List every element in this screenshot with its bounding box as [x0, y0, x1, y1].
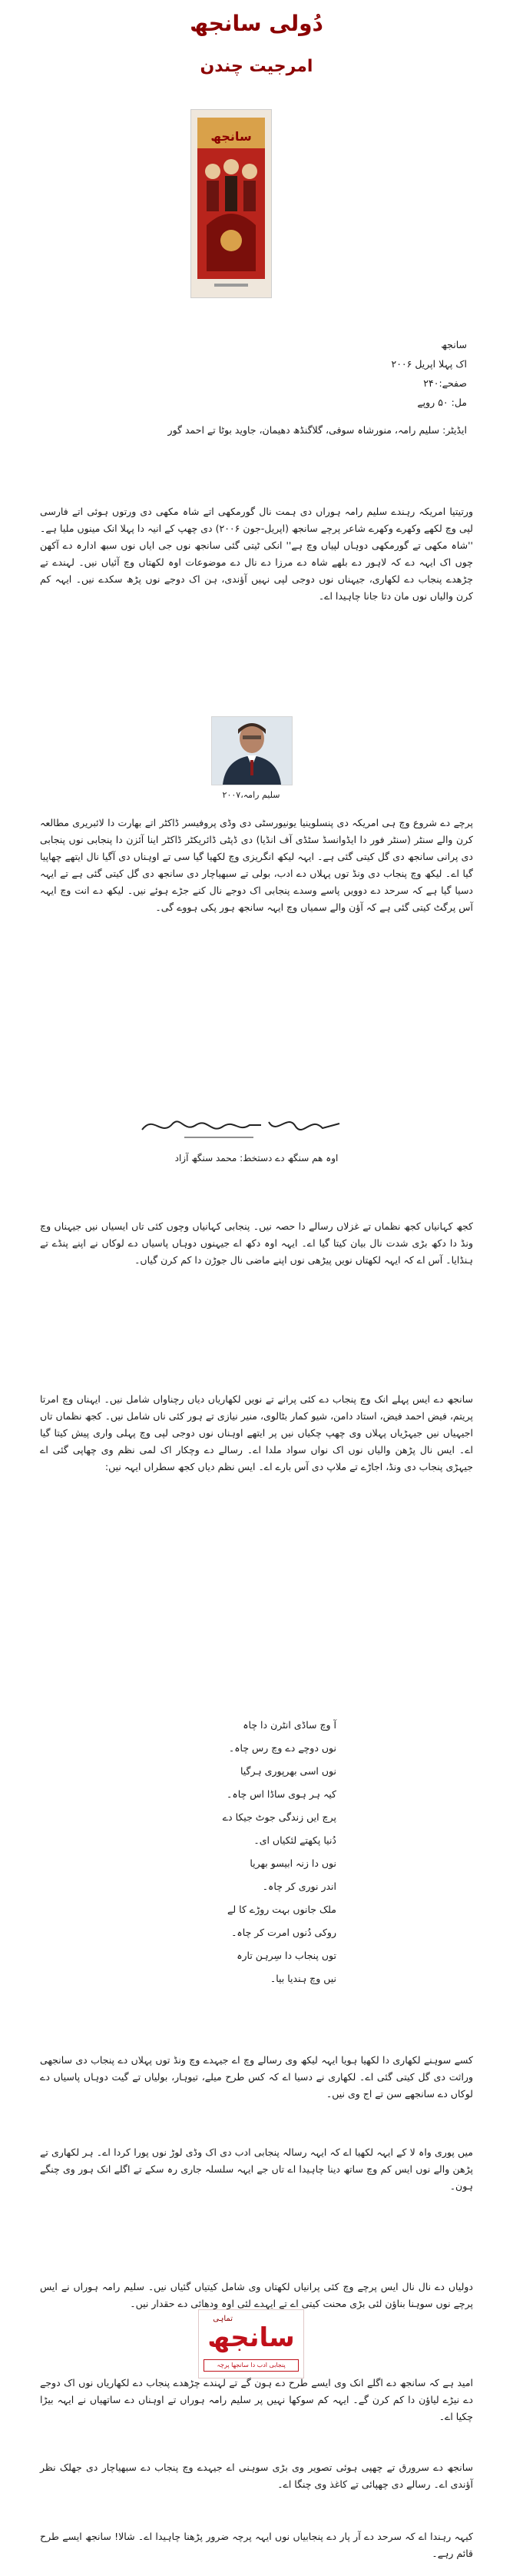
paragraph-9: سانجھ دے سرورق تے چھپی ہوئی تصویر وی بڑی سوہنی اے جیہدے وچ پنجاب دے سبھیاچار دی جھلک نظر آؤندی اے۔ رسالے دی چھپائی تے کاغذ وی چنگا اے۔: [40, 2461, 473, 2490]
editors: ایڈیٹر: سلیم رامہ، منورشاہ سوفی، گلاگنڈھ دھیمان، جاوید بوٹا تے احمد گور: [167, 424, 467, 436]
signature-caption: اوہ ھم سنگھ دے دستخط: محمد سنگھ آزاد: [174, 1153, 339, 1164]
paragraph-8: امید ہے کہ سانجھ دے اگلے انک وی ایسے طرح دے ہون گے تے لہندے چڑھدے پنجاب دے لکھاریاں نوں اک دوجے دے نیڑے لیاؤن دا کم کرن گے۔ ایہہ کم سوکھا نہیں پر سلیم رامہ ہوراں تے اوہناں دے ساتھیاں نے ایہہ بیڑا چکیا اے۔: [40, 2377, 473, 2422]
poem-line: پرچ ایں زندگی جوٹ جیکا دے: [222, 1811, 336, 1823]
paragraph-5: کسے سوہنے لکھاری دا لکھیا ہویا ایہہ لیکھ وی رسالے وچ اے جیہدے وچ ونڈ توں پہلاں دے پنجاب دی سانجھی وراثت دی گل کیتی گئی اے۔ لکھاری نے دسیا اے کہ کس طرح میلے، تیوہار، بولیاں تے گیت دوہاں پاسیاں دے لوکاں دے سانجھے سن تے اج وی نیں۔: [40, 2054, 473, 2100]
paragraph-4: سانجھ دے ایس پہلے انک وچ پنجاب دے کئی پرانے تے نویں لکھاریاں دیاں رچناواں شامل نیں۔ ایہناں وچ امرتا پریتم، فیض احمد فیض، استاد دامن، شیو کمار بٹالوی، منیر نیازی تے ہور کئی ناں شامل نیں۔ کجھ نظماں تاں اجیہیاں نیں جیہڑیاں پہلاں وی چھپ چکیاں نیں پر ایتھے اوہناں نوں دوجی لپی وچ پہلی واری پیش کیتا گیا اے۔ ایس نال پڑھن والیاں نوں اک نواں سواد ملدا اے۔ رسالے دے وچکار اک لمی نظم وی چھاپی گئی اے جیہڑی پنجاب دی ونڈ، اجاڑے تے ملاپ دی آس بارے اے۔ ایس نظم دیاں کجھ سطراں ایہہ نیں:: [40, 1393, 473, 1472]
article-title: دُولی سانجھ: [190, 11, 323, 36]
poem-line: نوں دوچے دے وچ رس چاہ۔: [228, 1742, 336, 1754]
poem-line: کیہ ہر ہوی ساڈا اس چاہ۔: [227, 1788, 336, 1800]
page-count: صفحے:۲۴۰: [423, 377, 467, 389]
paragraph-3: کجھ کہانیاں کجھ نظماں تے غزلاں رسالے دا حصہ نیں۔ پنجابی کہانیاں وچوں کئی تاں ایسیاں نیں جیہناں وچ ونڈ دا دکھ بڑی شدت نال بیان کیتا گیا اے۔ ایہہ اوہ دکھ اے جیہنوں دوہاں پاسیاں دے لوکاں نے اپنے پنڈے تے ہنڈایا۔ آس اے کہ ایہہ لکھتاں نویں پیڑھی نوں اپنے ماضی نال جوڑن دا کم کرن گیاں۔: [40, 1220, 473, 1266]
cover-title: سانجھ: [210, 129, 252, 144]
editor-photo: [211, 716, 293, 785]
poem-line: اندر نوری کر چاہ۔: [262, 1881, 336, 1892]
paragraph-7: دولیاں دے نال نال ایس پرچے وچ کئی پرانیاں لکھتاں وی شامل کیتیاں گئیاں نیں۔ سلیم رامہ ہوراں نے ایس پرچے نوں سوہنا بناؤن لئی بڑی محنت کیتی اے تے ایہدے لئی اوہ ودھائی دے حقدار نیں۔: [40, 2281, 473, 2309]
poem-line: توں پنجاب دا سِرہن تارہ: [237, 1950, 336, 1961]
logo-title: سانجھ: [207, 2322, 295, 2353]
paragraph-10: کیہہ رہندا اے کہ سرحد دے آر پار دے پنجابیاں نوں ایہہ پرچہ ضرور پڑھنا چاہیدا اے۔ شالا! سانجھ ایسے طرح قائم رہے۔: [40, 2531, 473, 2559]
issue-date: اک پہلا اپریل ۲۰۰۶: [391, 358, 467, 370]
poem-line: دُنیا پکھتے لئکیاں ای۔: [253, 1834, 336, 1846]
author-name: امرجیت چندن: [200, 57, 313, 76]
price: مل: ۵۰ روپے: [417, 397, 467, 408]
poem-line: آ وچ ساڈی انٹرن دا چاہ: [243, 1719, 336, 1731]
paragraph-2: پرچے دے شروع وچ ہی امریکہ دی پنسلوینیا یونیورسٹی دی وڈی پروفیسر ڈاکٹر اتے بھارت دا لائبریری مطالعہ کرن والے سنٹر (سنٹر فور دا ایڈوانسڈ سٹڈی آف انڈیا) دی ڈپٹی ڈائریکٹر ڈاکٹر اینا آئزن دا پنجابی نوں پنجابی دی پرانی سانجھ دی گل کیتی گئی ہے۔ ایہہ لیکھ انگریزی وچ لکھیا گیا سی تے اوہناں دی آگیا نال ایتھے چھاپیا گیا اے۔ لیکھ وچ پنجاب دی ونڈ توں پہلاں دے ادب، بولی تے سبھیاچار دی سانجھ دی گل کیتی گئی ہے تے ایہہ دسیا گیا ہے کہ سرحد دے دوویں پاسے وسدے پنجابی اک دوجے نال کنے جڑے ہوئے نیں۔ لیکھ دے انت وچ ایہہ آس پرگٹ کیتی گئی ہے کہ آؤن والے سمیاں وچ ایہہ سانجھ ہور پکی ہووے گی۔: [40, 817, 473, 913]
poem-line: ملک جانوں بہت روڑے کا لے: [227, 1904, 336, 1915]
magazine-cover-image: [190, 109, 272, 298]
logo-tagline: پنجابی ادب دا سانجھا پرچہ: [204, 2359, 299, 2372]
magazine-metadata: [37, 337, 467, 441]
poem-line: نیں وچ ہندیا بیا۔: [270, 1973, 336, 1984]
logo-small-text: تماہی: [213, 2315, 233, 2323]
poem-line: نوں اسی بھرپوری ہرگیا: [240, 1765, 336, 1777]
magazine-name: سانجھ: [441, 339, 467, 350]
paragraph-6: میں پوری واہ لا کے ایہہ لکھیا اے کہ ایہہ رسالہ پنجابی ادب دی اک وڈی لوڑ نوں پورا کردا اے۔ ہر لکھاری تے پڑھن والے نوں ایس کم وچ ساتھ دینا چاہیدا اے تاں جے ایہہ سلسلہ جاری رہ سکے تے اگلے انک ہور وی چنگے ہون۔: [40, 2146, 473, 2192]
poem-line: نوں دا زنہ ابیسو بھریا: [250, 1857, 336, 1869]
poem-line: روکی دُنوں امرت کر چاہ۔: [231, 1927, 336, 1938]
signature-image: [138, 1107, 346, 1145]
magazine-logo: [198, 2309, 304, 2378]
poem-block: [106, 1714, 336, 1990]
photo-caption: سلیم رامہ،۲۰۰۷: [222, 790, 280, 800]
paragraph-1: ورتیتیا امریکہ رہندے سلیم رامہ ہوراں دی ہمت نال گورمکھی اتے شاہ مکھی دی ورتوں ہوئی اتے فارسی لپی وچ لکھے وکھرے وکھرے شاعر پرچے سانجھ (اپریل-جون ۲۰۰۶) دی چھپ کے انیہ دا پہلا انک مینوں ملیا ہے۔ ''شاہ مکھی تے گورمکھی دوہاں لپیاں وچ ہے'' انکی ٹیتی گئی سانجھ نوں جی ایاں نوں سبھ ادارہ دے آکھن چوں اک ایہہ دے کہ لاہور دے بلھے شاہ دے مرزا دے نال دے موضوعات اوہ لکھتاں وچ آئیاں نیں۔ لہندے تے چڑھدے پنجاب دے لکھاری، جیہناں نوں دوجی لپی نہیں آؤندی، ہن اک دوجے نوں پڑھ سکدے نیں۔ ایہہ کم کرن والیاں نوں مان دتا جانا چاہیدا اے۔: [40, 506, 473, 602]
